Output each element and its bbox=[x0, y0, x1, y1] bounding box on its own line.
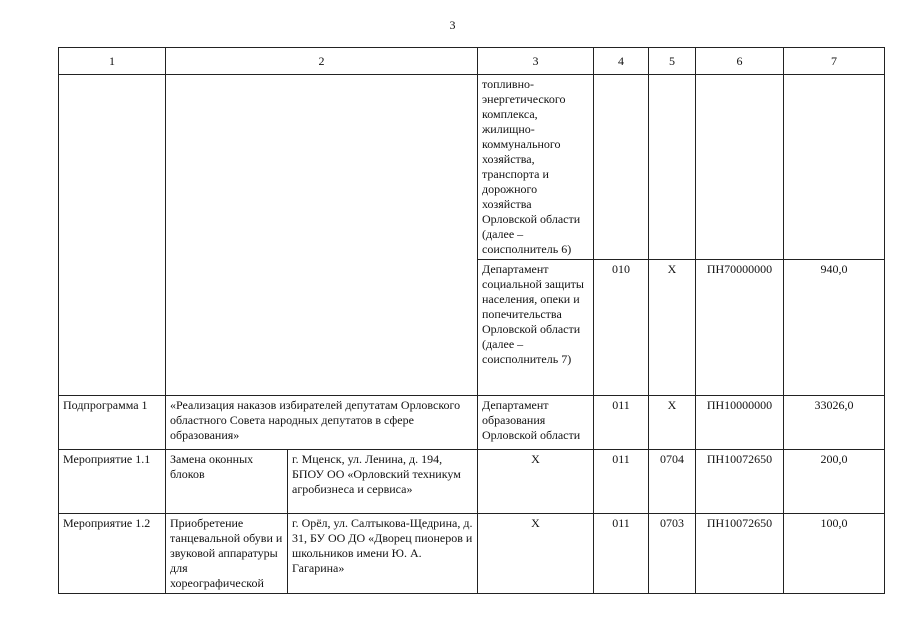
code-cell: Х bbox=[649, 396, 696, 450]
page-number: 3 bbox=[449, 18, 456, 32]
amount-cell: 940,0 bbox=[784, 260, 885, 396]
code-cell: ПН10072650 bbox=[696, 450, 784, 514]
table-cell bbox=[166, 75, 478, 396]
table-row bbox=[59, 75, 885, 260]
address-cell: г. Орёл, ул. Салтыкова-Щедрина, д. 31, БУ ОО ДО «Дворец пионеров и школьников имени Ю. А. Гагарина» bbox=[288, 514, 478, 594]
executor-cell: Департамент социальной защиты населения, опеки и попечительства Орловской области (далее – соисполнитель 7) bbox=[478, 260, 594, 396]
table-row bbox=[59, 450, 885, 514]
table-cell bbox=[696, 75, 784, 260]
code-cell: 011 bbox=[594, 396, 649, 450]
table-cell bbox=[59, 75, 166, 396]
item-name-cell: Мероприятие 1.2 bbox=[59, 514, 166, 594]
amount-cell: 100,0 bbox=[784, 514, 885, 594]
description-cell: Приобретение танцевальной обуви и звуковой аппаратуры для хореографической bbox=[166, 514, 288, 594]
code-cell: 010 bbox=[594, 260, 649, 396]
description-cell: «Реализация наказов избирателей депутатам Орловского областного Совета народных депутатов в сфере образования» bbox=[166, 396, 478, 450]
code-cell: Х bbox=[649, 260, 696, 396]
description-cell: Замена оконных блоков bbox=[166, 450, 288, 514]
amount-cell: 33026,0 bbox=[784, 396, 885, 450]
table-row bbox=[59, 514, 885, 594]
table-cell bbox=[649, 75, 696, 260]
item-name-cell: Подпрограмма 1 bbox=[59, 396, 166, 450]
code-cell: 0703 bbox=[649, 514, 696, 594]
budget-table bbox=[58, 47, 885, 594]
code-cell: ПН10072650 bbox=[696, 514, 784, 594]
header-cell: 1 bbox=[59, 48, 166, 75]
code-cell: 0704 bbox=[649, 450, 696, 514]
amount-cell: 200,0 bbox=[784, 450, 885, 514]
executor-cell: топливно-энергетического комплекса, жилищно-коммунального хозяйства, транспорта и дорожного хозяйства Орловской области (далее – соисполнитель 6) bbox=[478, 75, 594, 260]
code-cell: ПН70000000 bbox=[696, 260, 784, 396]
table-cell bbox=[784, 75, 885, 260]
header-cell: 6 bbox=[696, 48, 784, 75]
executor-cell: Х bbox=[478, 514, 594, 594]
header-cell: 5 bbox=[649, 48, 696, 75]
header-cell: 4 bbox=[594, 48, 649, 75]
table-row bbox=[59, 396, 885, 450]
table-cell bbox=[594, 75, 649, 260]
item-name-cell: Мероприятие 1.1 bbox=[59, 450, 166, 514]
code-cell: 011 bbox=[594, 450, 649, 514]
executor-cell: Департамент образования Орловской области bbox=[478, 396, 594, 450]
code-cell: 011 bbox=[594, 514, 649, 594]
header-cell: 7 bbox=[784, 48, 885, 75]
code-cell: ПН10000000 bbox=[696, 396, 784, 450]
header-cell: 2 bbox=[166, 48, 478, 75]
address-cell: г. Мценск, ул. Ленина, д. 194, БПОУ ОО «Орловский техникум агробизнеса и сервиса» bbox=[288, 450, 478, 514]
header-row bbox=[59, 48, 885, 75]
header-cell: 3 bbox=[478, 48, 594, 75]
executor-cell: Х bbox=[478, 450, 594, 514]
